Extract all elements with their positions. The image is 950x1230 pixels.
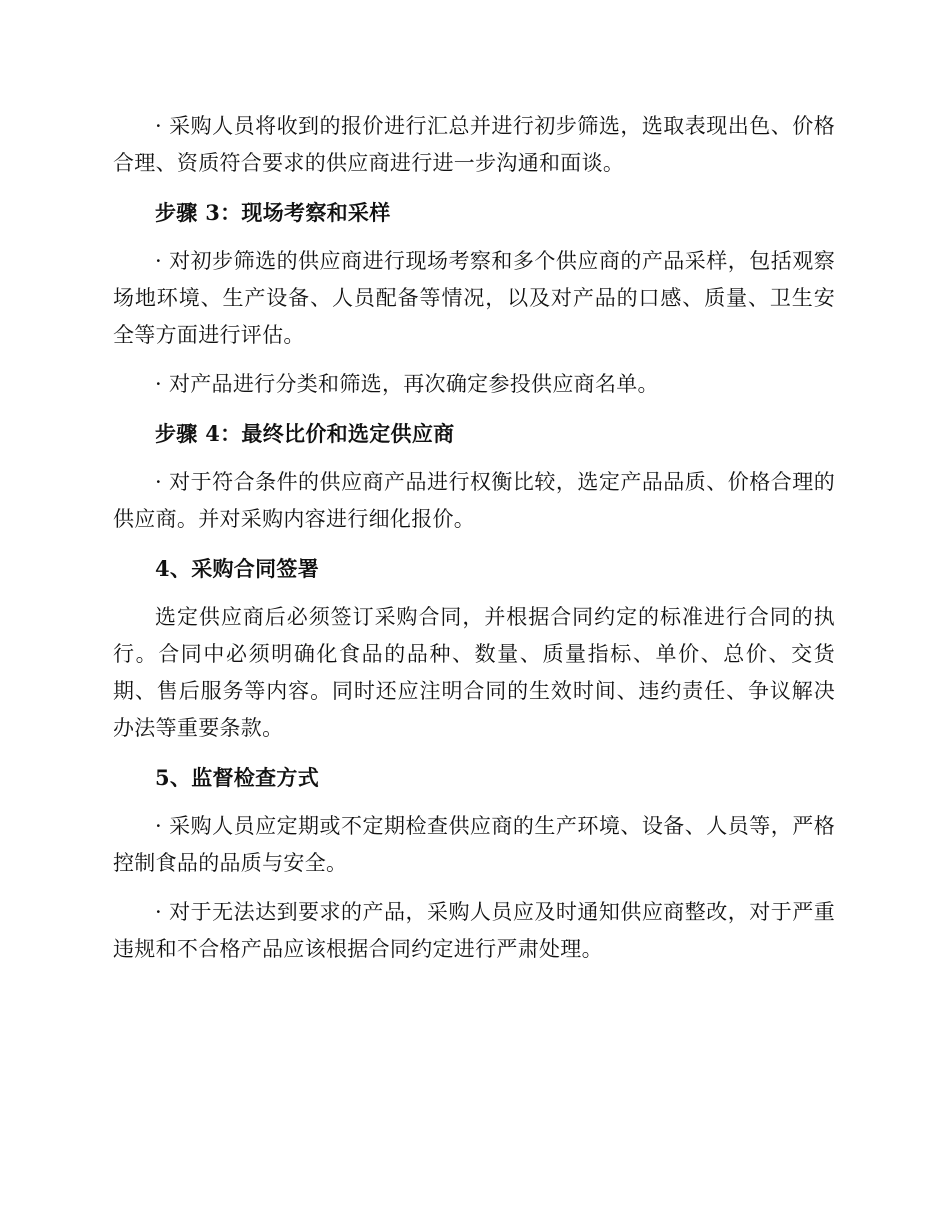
paragraph-site-inspection: · 对初步筛选的供应商进行现场考察和多个供应商的产品采样，包括观察场地环境、生产设备、人员配备等情况，以及对产品的口感、质量、卫生安全等方面进行评估。 [113,249,835,347]
heading-section-4: 4、采购合同签署 [155,556,320,581]
paragraph-classification: · 对产品进行分类和筛选，再次确定参投供应商名单。 [155,372,659,396]
paragraph-quote-screening: · 采购人员将收到的报价进行汇总并进行初步筛选，选取表现出色、价格合理、资质符合要求的供应商进行进一步沟通和面谈。 [113,114,835,175]
paragraph-contract-signing: 选定供应商后必须签订采购合同，并根据合同约定的标准进行合同的执行。合同中必须明确化食品的品种、数量、质量指标、单价、总价、交货期、售后服务等内容。同时还应注明合同的生效时间、违约责任、争议解决办法等重要条款。 [113,605,835,740]
heading-section-5: 5、监督检查方式 [155,765,320,790]
paragraph-rectification: · 对于无法达到要求的产品，采购人员应及时通知供应商整改，对于严重违规和不合格产品应该根据合同约定进行严肃处理。 [113,900,835,961]
document-page [113,108,835,980]
paragraph-final-comparison: · 对于符合条件的供应商产品进行权衡比较，选定产品品质、价格合理的供应商。并对采购内容进行细化报价。 [113,470,835,531]
heading-step-3: 步骤 3：现场考察和采样 [155,200,391,225]
heading-step-4: 步骤 4：最终比价和选定供应商 [155,421,455,446]
paragraph-regular-inspection: · 采购人员应定期或不定期检查供应商的生产环境、设备、人员等，严格控制食品的品质与安全。 [113,814,835,875]
